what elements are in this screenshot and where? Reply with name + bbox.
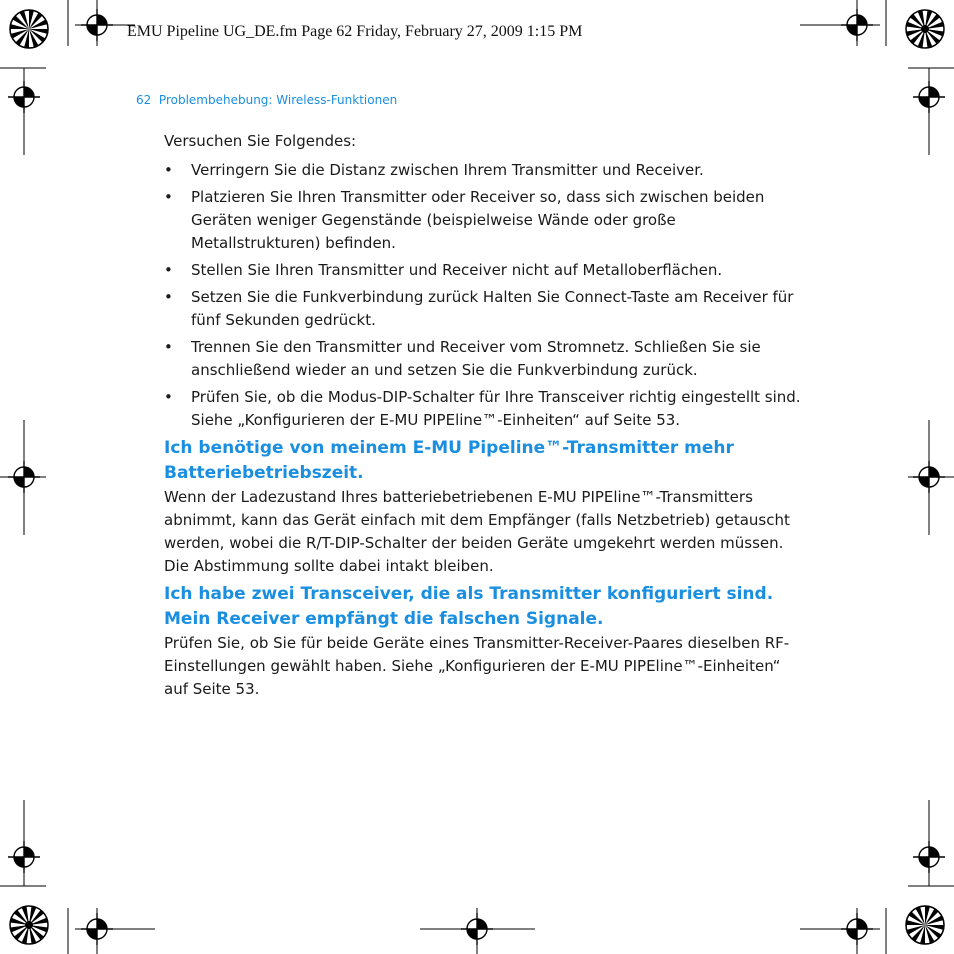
list-item-text: Verringern Sie die Distanz zwischen Ihrem Transmitter und Receiver. [191, 161, 704, 179]
section-body-transceiver: Prüfen Sie, ob Sie für beide Geräte eines Transmitter-Receiver-Paares dieselben RF-Einstellungen gewählt haben. Siehe „Konfigurieren der E-MU PIPEline™-Einheiten“ auf Seite 53. [164, 634, 790, 698]
list-item-text: Trennen Sie den Transmitter und Receiver vom Stromnetz. Schließen Sie sie anschließend wieder an und setzen Sie die Funkverbindung zurück. [191, 338, 761, 379]
bullet-glyph: • [164, 188, 173, 206]
list-item-text: Stellen Sie Ihren Transmitter und Receiver nicht auf Metalloberflächen. [191, 261, 723, 279]
list-item [164, 259, 806, 282]
running-head [136, 93, 397, 107]
chapter-title: Problembehebung: Wireless-Funktionen [158, 93, 398, 107]
section-heading-battery: Ich benötige von meinem E-MU Pipeline™-Transmitter mehr Batteriebetriebszeit. [164, 438, 734, 483]
bullet-glyph: • [164, 288, 173, 306]
bullet-glyph: • [164, 338, 173, 356]
file-slug: EMU Pipeline UG_DE.fm Page 62 Friday, February 27, 2009 1:15 PM [127, 23, 583, 40]
page-number: 62 [136, 93, 152, 107]
main-content [164, 130, 806, 701]
intro-paragraph: Versuchen Sie Folgendes: [164, 132, 357, 150]
list-item-text: Setzen Sie die Funkverbindung zurück Halten Sie Connect-Taste am Receiver für fünf Sekunden gedrückt. [191, 288, 794, 329]
bullet-glyph: • [164, 261, 173, 279]
list-item [164, 159, 806, 182]
list-item-text: Platzieren Sie Ihren Transmitter oder Receiver so, dass sich zwischen beiden Geräten weniger Gegenstände (beispielweise Wände oder große Metallstrukturen) befinden. [191, 188, 765, 252]
list-item [164, 186, 806, 255]
list-item [164, 336, 806, 382]
list-item [164, 386, 806, 432]
suggestion-list [164, 159, 806, 432]
section-heading-transceiver: Ich habe zwei Transceiver, die als Transmitter konfiguriert sind. Mein Receiver empfängt die falschen Signale. [164, 584, 774, 629]
list-item [164, 286, 806, 332]
section-body-battery: Wenn der Ladezustand Ihres batteriebetriebenen E-MU PIPEline™-Transmitters abnimmt, kann das Gerät einfach mit dem Empfänger (falls Netzbetrieb) getauscht werden, wobei die R/T-DIP-Schalter der beiden Geräte umgekehrt werden müssen. Die Abstimmung sollte dabei intakt bleiben. [164, 488, 790, 575]
list-item-text: Prüfen Sie, ob die Modus-DIP-Schalter für Ihre Transceiver richtig eingestellt sind. Siehe „Konfigurieren der E-MU PIPEline™-Einheiten“ auf Seite 53. [191, 388, 801, 429]
bullet-glyph: • [164, 388, 173, 406]
bullet-glyph: • [164, 161, 173, 179]
